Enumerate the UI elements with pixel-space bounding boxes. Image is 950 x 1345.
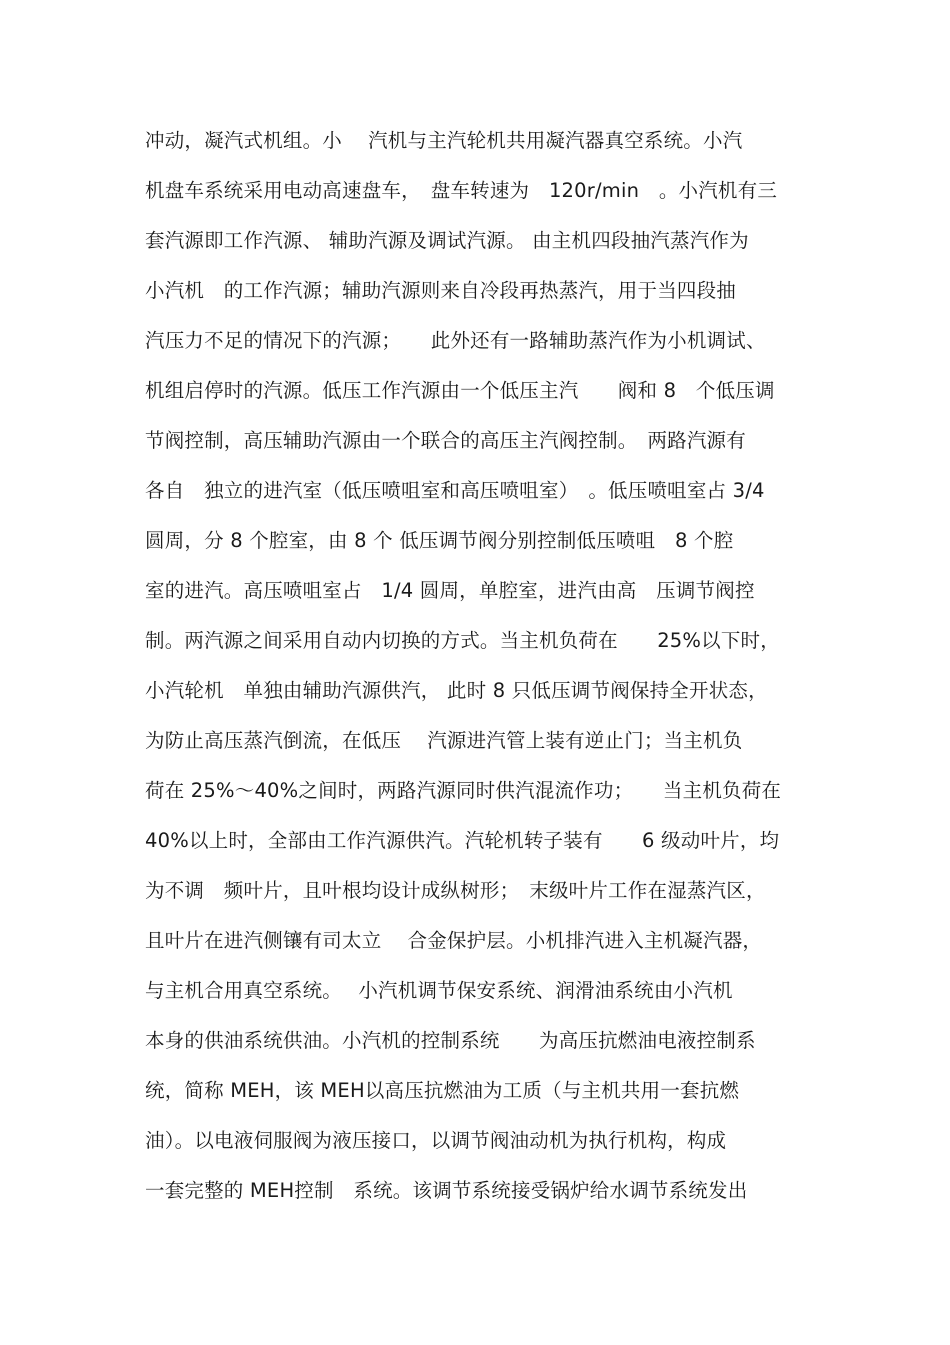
text-line: 为防止高压蒸汽倒流，在低压 汽源进汽管上装有逆止门；当主机负 [145,729,743,752]
text-line: 油）。以电液伺服阀为液压接口，以调节阀油动机为执行机构，构成 [145,1129,727,1152]
text-line: 荷在 25%～40%之间时，两路汽源同时供汽混流作功； 当主机负荷在 [145,779,782,802]
text-line: 制。两汽源之间采用自动内切换的方式。当主机负荷在 25%以下时， [145,629,780,652]
text-line: 40%以上时，全部由工作汽源供汽。汽轮机转子装有 6 级动叶片，均 [145,829,780,852]
text-line: 统，简称 MEH，该 MEH以高压抗燃油为工质（与主机共用一套抗燃 [145,1079,740,1102]
text-line: 机盘车系统采用电动高速盘车， 盘车转速为 120r/min 。小汽机有三 [145,179,778,202]
text-line: 机组启停时的汽源。低压工作汽源由一个低压主汽 阀和 8 个低压调 [145,379,775,402]
text-line: 节阀控制，高压辅助汽源由一个联合的高压主汽阀控制。 两路汽源有 [145,429,746,452]
text-line: 套汽源即工作汽源、 辅助汽源及调试汽源。 由主机四段抽汽蒸汽作为 [145,229,749,252]
text-line: 一套完整的 MEH控制 系统。该调节系统接受锅炉给水调节系统发出 [145,1179,748,1202]
text-line: 为不调 频叶片，且叶根均设计成纵树形； 末级叶片工作在湿蒸汽区， [145,879,766,902]
text-line: 室的进汽。高压喷咀室占 1/4 圆周，单腔室，进汽由高 压调节阀控 [145,579,755,602]
text-line: 各自 独立的进汽室（低压喷咀室和高压喷咀室） 。低压喷咀室占 3/4 [145,479,765,502]
text-line: 小汽机 的工作汽源；辅助汽源则来自冷段再热蒸汽，用于当四段抽 [145,279,737,302]
text-line: 圆周，分 8 个腔室，由 8 个 低压调节阀分别控制低压喷咀 8 个腔 [145,529,734,552]
text-line: 汽压力不足的情况下的汽源； 此外还有一路辅助蒸汽作为小机调试、 [145,329,766,352]
text-line: 冲动，凝汽式机组。小 汽机与主汽轮机共用凝汽器真空系统。小汽 [145,129,743,152]
text-line: 本身的供油系统供油。小汽机的控制系统 为高压抗燃油电液控制系 [145,1029,756,1052]
text-line: 与主机合用真空系统。 小汽机调节保安系统、润滑油系统由小汽机 [145,979,733,1002]
text-line: 且叶片在进汽侧镶有司太立 合金保护层。小机排汽进入主机凝汽器， [145,929,763,952]
body-text [145,116,815,1216]
text-line: 小汽轮机 单独由辅助汽源供汽， 此时 8 只低压调节阀保持全开状态， [145,679,768,702]
